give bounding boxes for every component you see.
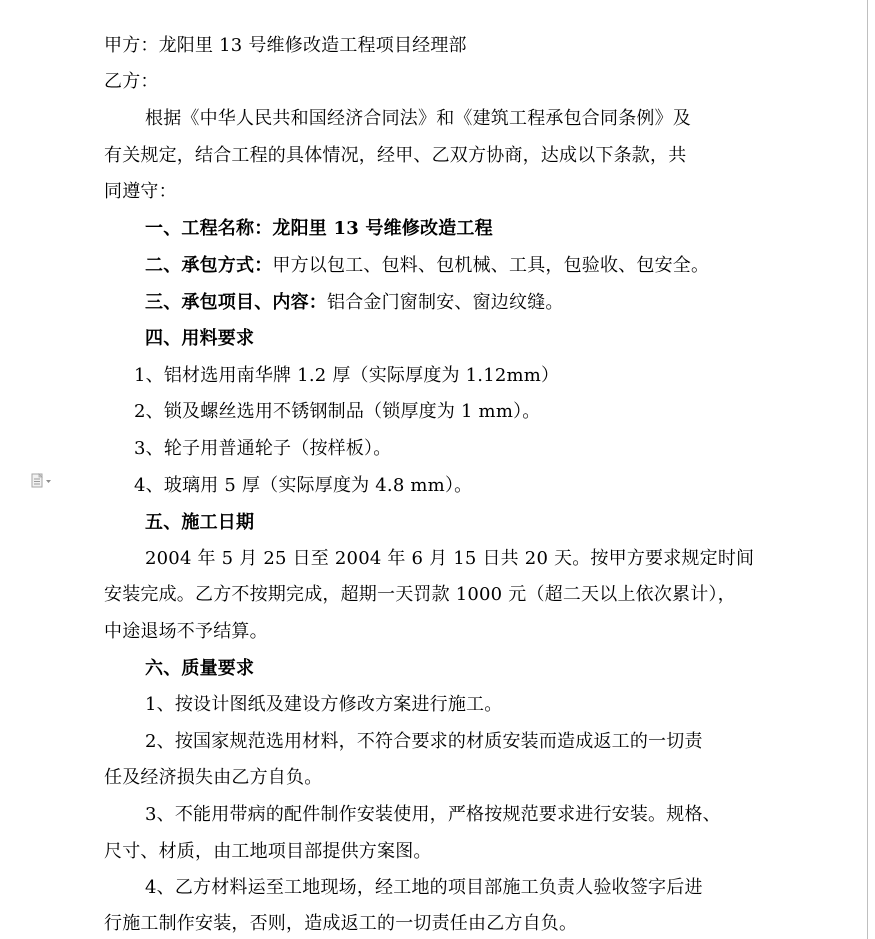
section-contract-items-value: 铝合金门窗制安、窗边纹缝。 xyxy=(327,292,564,313)
section-schedule-heading: 五、施工日期 xyxy=(145,512,255,533)
party-b-line: 乙方： xyxy=(104,71,159,92)
materials-item-4: 4、玻璃用 5 厚（实际厚度为 4.8 mm）。 xyxy=(134,475,473,496)
section-project-name xyxy=(145,217,493,241)
schedule-line-2: 安装完成。乙方不按期完成，超期一天罚款 1000 元（超二天以上依次累计）， xyxy=(104,584,736,605)
section-quality-heading: 六、质量要求 xyxy=(145,658,255,679)
section-contract-mode xyxy=(145,254,709,278)
quality-line-7: 行施工制作安装，否则，造成返工的一切责任由乙方自负。 xyxy=(104,913,578,934)
quality-line-2: 2、按国家规范选用材料，不符合要求的材质安装而造成返工的一切责 xyxy=(145,731,703,752)
materials-item-1: 1、铝材选用南华牌 1.2 厚（实际厚度为 1.12mm） xyxy=(134,365,560,386)
quality-line-6: 4、乙方材料运至工地现场，经工地的项目部施工负责人验收签字后进 xyxy=(145,877,703,898)
intro-line-2: 有关规定，结合工程的具体情况，经甲、乙双方协商，达成以下条款，共 xyxy=(104,145,687,166)
quality-line-4: 3、不能用带病的配件制作安装使用，严格按规范要求进行安装。规格、 xyxy=(145,804,721,825)
schedule-line-1: 2004 年 5 月 25 日至 2004 年 6 月 15 日共 20 天。按甲方要求规定时间 xyxy=(145,548,755,569)
party-a-line: 甲方：龙阳里 13 号维修改造工程项目经理部 xyxy=(104,35,467,56)
materials-item-3: 3、轮子用普通轮子（按样板）。 xyxy=(134,438,392,459)
section-contract-mode-value: 甲方以包工、包料、包机械、工具，包验收、包安全。 xyxy=(272,255,710,276)
page-edge-divider xyxy=(867,0,868,939)
section-project-name-value: 龙阳里 13 号维修改造工程 xyxy=(272,218,493,239)
materials-item-2: 2、锁及螺丝选用不锈钢制品（锁厚度为 1 mm）。 xyxy=(134,401,541,422)
intro-line-3: 同遵守： xyxy=(104,181,177,202)
section-contract-items-label: 三、承包项目、内容： xyxy=(145,292,327,313)
section-contract-mode-label: 二、承包方式： xyxy=(145,255,273,276)
schedule-line-3: 中途退场不予结算。 xyxy=(104,621,268,642)
section-project-name-label: 一、工程名称： xyxy=(145,218,273,239)
section-contract-items xyxy=(145,291,564,315)
quality-line-3: 任及经济损失由乙方自负。 xyxy=(104,767,323,788)
intro-line-1: 根据《中华人民共和国经济合同法》和《建筑工程承包合同条例》及 xyxy=(145,108,691,129)
quality-line-1: 1、按设计图纸及建设方修改方案进行施工。 xyxy=(145,694,503,715)
section-materials-heading: 四、用料要求 xyxy=(145,328,255,349)
paragraph-marker-icon[interactable] xyxy=(31,473,55,489)
quality-line-5: 尺寸、材质，由工地项目部提供方案图。 xyxy=(104,841,432,862)
